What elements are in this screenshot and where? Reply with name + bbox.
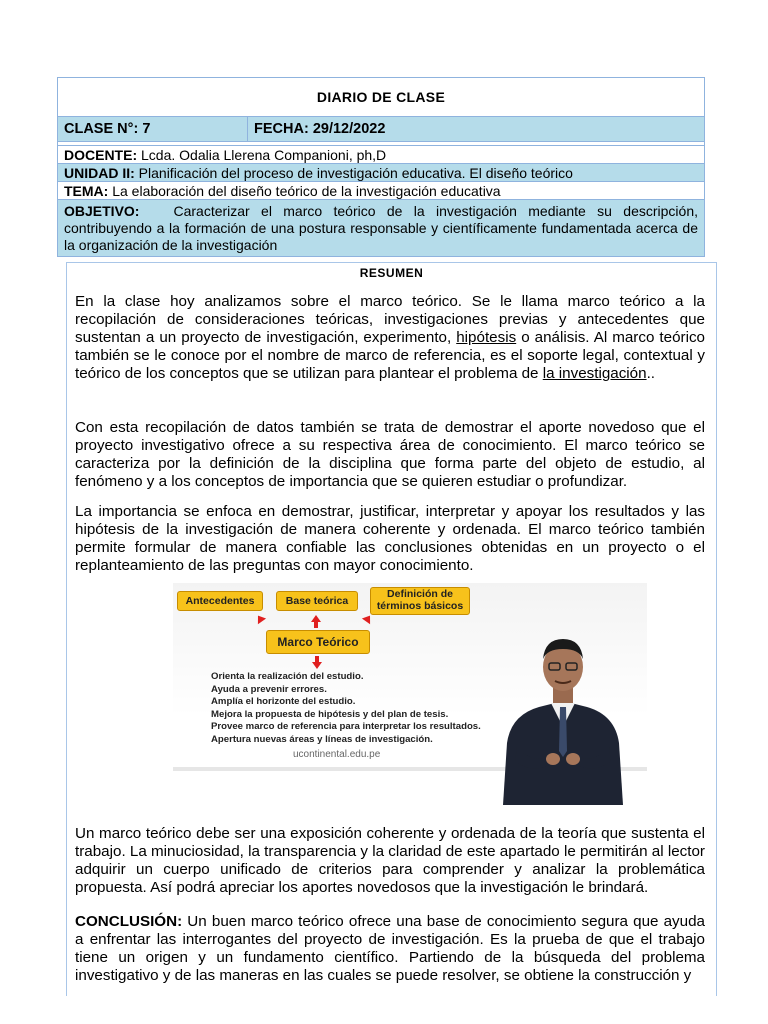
marco-teorico-figure [173,583,647,805]
summary-title: RESUMEN [359,266,424,280]
benefit-item: Ayuda a prevenir errores. [211,683,327,695]
la-investigacion-link[interactable]: la investigación [542,365,647,382]
benefit-item: Amplía el horizonte del estudio. [211,696,356,707]
conclusion-label: CONCLUSIÓN: [75,913,183,930]
conclusion-paragraph [75,913,705,985]
unit-value: Planificación del proceso de investigación educativa. El diseño teórico [138,164,573,181]
class-number-cell [58,117,248,142]
teacher-row [58,146,705,164]
topic-row [58,182,705,200]
class-number-value: 7 [142,121,151,137]
presenter-person-icon [493,623,633,805]
benefits-list [211,671,481,746]
summary-section [66,262,717,996]
benefit-item: Mejora la propuesta de hipótesis y del plan de tesis. [211,708,449,720]
conclusion-text: Un buen marco teórico ofrece una base de conocimiento segura que ayuda a enfrentar las interrogantes del proyecto de investigación. Es la prueba de que el trabajo tiene un origen y un fundamento científico. Partiendo de la búsqueda del problema investigativo y de las maneras en las cuales se puede resolver, se obtiene la construcción y [75,913,705,984]
marco-teorico-box: Marco Teórico [266,630,370,654]
definicion-terminos-box: Definición de términos básicos [370,587,470,615]
summary-paragraph-4: Un marco teórico debe ser una exposición coherente y ordenada de la teoría que sustenta el trabajo. La minuciosidad, la transparencia y la claridad de este apartado le permitirán al lector adquirir un cuerpo unificado de criterios para comprender y analizar la problemática propuesta. Así podrá apreciar los aportes novedosos que la investigación le brindará. [75,825,705,896]
summary-paragraph-2: Con esta recopilación de datos también se trata de demostrar el aporte novedoso que el proyecto investigativo ofrece a su respectiva área de conocimiento. El marco teórico se caracteriza por la definición de la disciplina que forma parte del objeto de estudio, al fenómeno y a los conceptos de importancia que se quieren estudiar o profundizar. [75,419,705,490]
unit-label: UNIDAD II: [64,164,135,181]
teacher-value: Lcda. Odalia Llerena Companioni, ph,D [141,146,387,163]
class-journal-header [57,77,705,257]
date-cell [248,117,705,142]
document-title: DIARIO DE CLASE [58,78,705,117]
figure-image [173,583,647,805]
site-watermark: ucontinental.edu.pe [293,749,381,760]
date-value: 29/12/2022 [312,121,386,137]
benefit-item: Apertura nuevas áreas y líneas de investigación. [211,733,433,745]
base-teorica-box: Base teórica [276,591,358,611]
arrow-up-icon [311,615,321,622]
benefit-item: Orienta la realización del estudio. [211,671,364,682]
paragraph-1-text-b: o análisis. Al marco teórico también se le conoce por el nombre de marco de referencia, es el soporte legal, contextual y teórico de los conceptos que se utilizan para plantear el problema de [75,329,705,382]
arrow-down-icon [312,662,322,669]
arrow-stem [314,622,318,628]
arrow-up-left-icon [254,613,266,624]
paragraph-1-text-c: .. [646,365,656,382]
objective-row [58,200,705,257]
summary-paragraph-3: La importancia se enfoca en demostrar, justificar, interpretar y apoyar los resultados y las hipótesis de la investigación de manera coherente y ordenada. El marco teórico también permite formular de manera confiable las conclusiones obtenidas en un proyecto o el replanteamiento de las preguntas con mayor conocimiento. [75,503,705,574]
date-label: FECHA: [254,121,309,137]
topic-label: TEMA: [64,182,109,199]
antecedentes-box: Antecedentes [177,591,263,611]
objective-value: Caracterizar el marco teórico de la investigación mediante su descripción, contribuyendo a la formación de una postura responsable y científicamente fundamentada acerca de la organización de la investigación [64,203,698,253]
benefit-item: Provee marco de referencia para interpretar los resultados. [211,721,481,732]
paragraph-1-text-a: En la clase hoy analizamos sobre el marco teórico. Se le llama marco teórico a la recopilación de consideraciones teóricas, investigaciones previas y antecedentes que sustentan a un proyecto de investigación, experimento, [75,293,705,346]
summary-paragraph-1 [75,293,705,383]
objective-label: OBJETIVO: [64,203,140,219]
hipotesis-link[interactable]: hipótesis [456,329,517,346]
unit-row [58,164,705,182]
teacher-label: DOCENTE: [64,146,138,163]
class-number-label: CLASE N°: [64,121,139,137]
topic-value: La elaboración del diseño teórico de la investigación educativa [112,182,501,199]
